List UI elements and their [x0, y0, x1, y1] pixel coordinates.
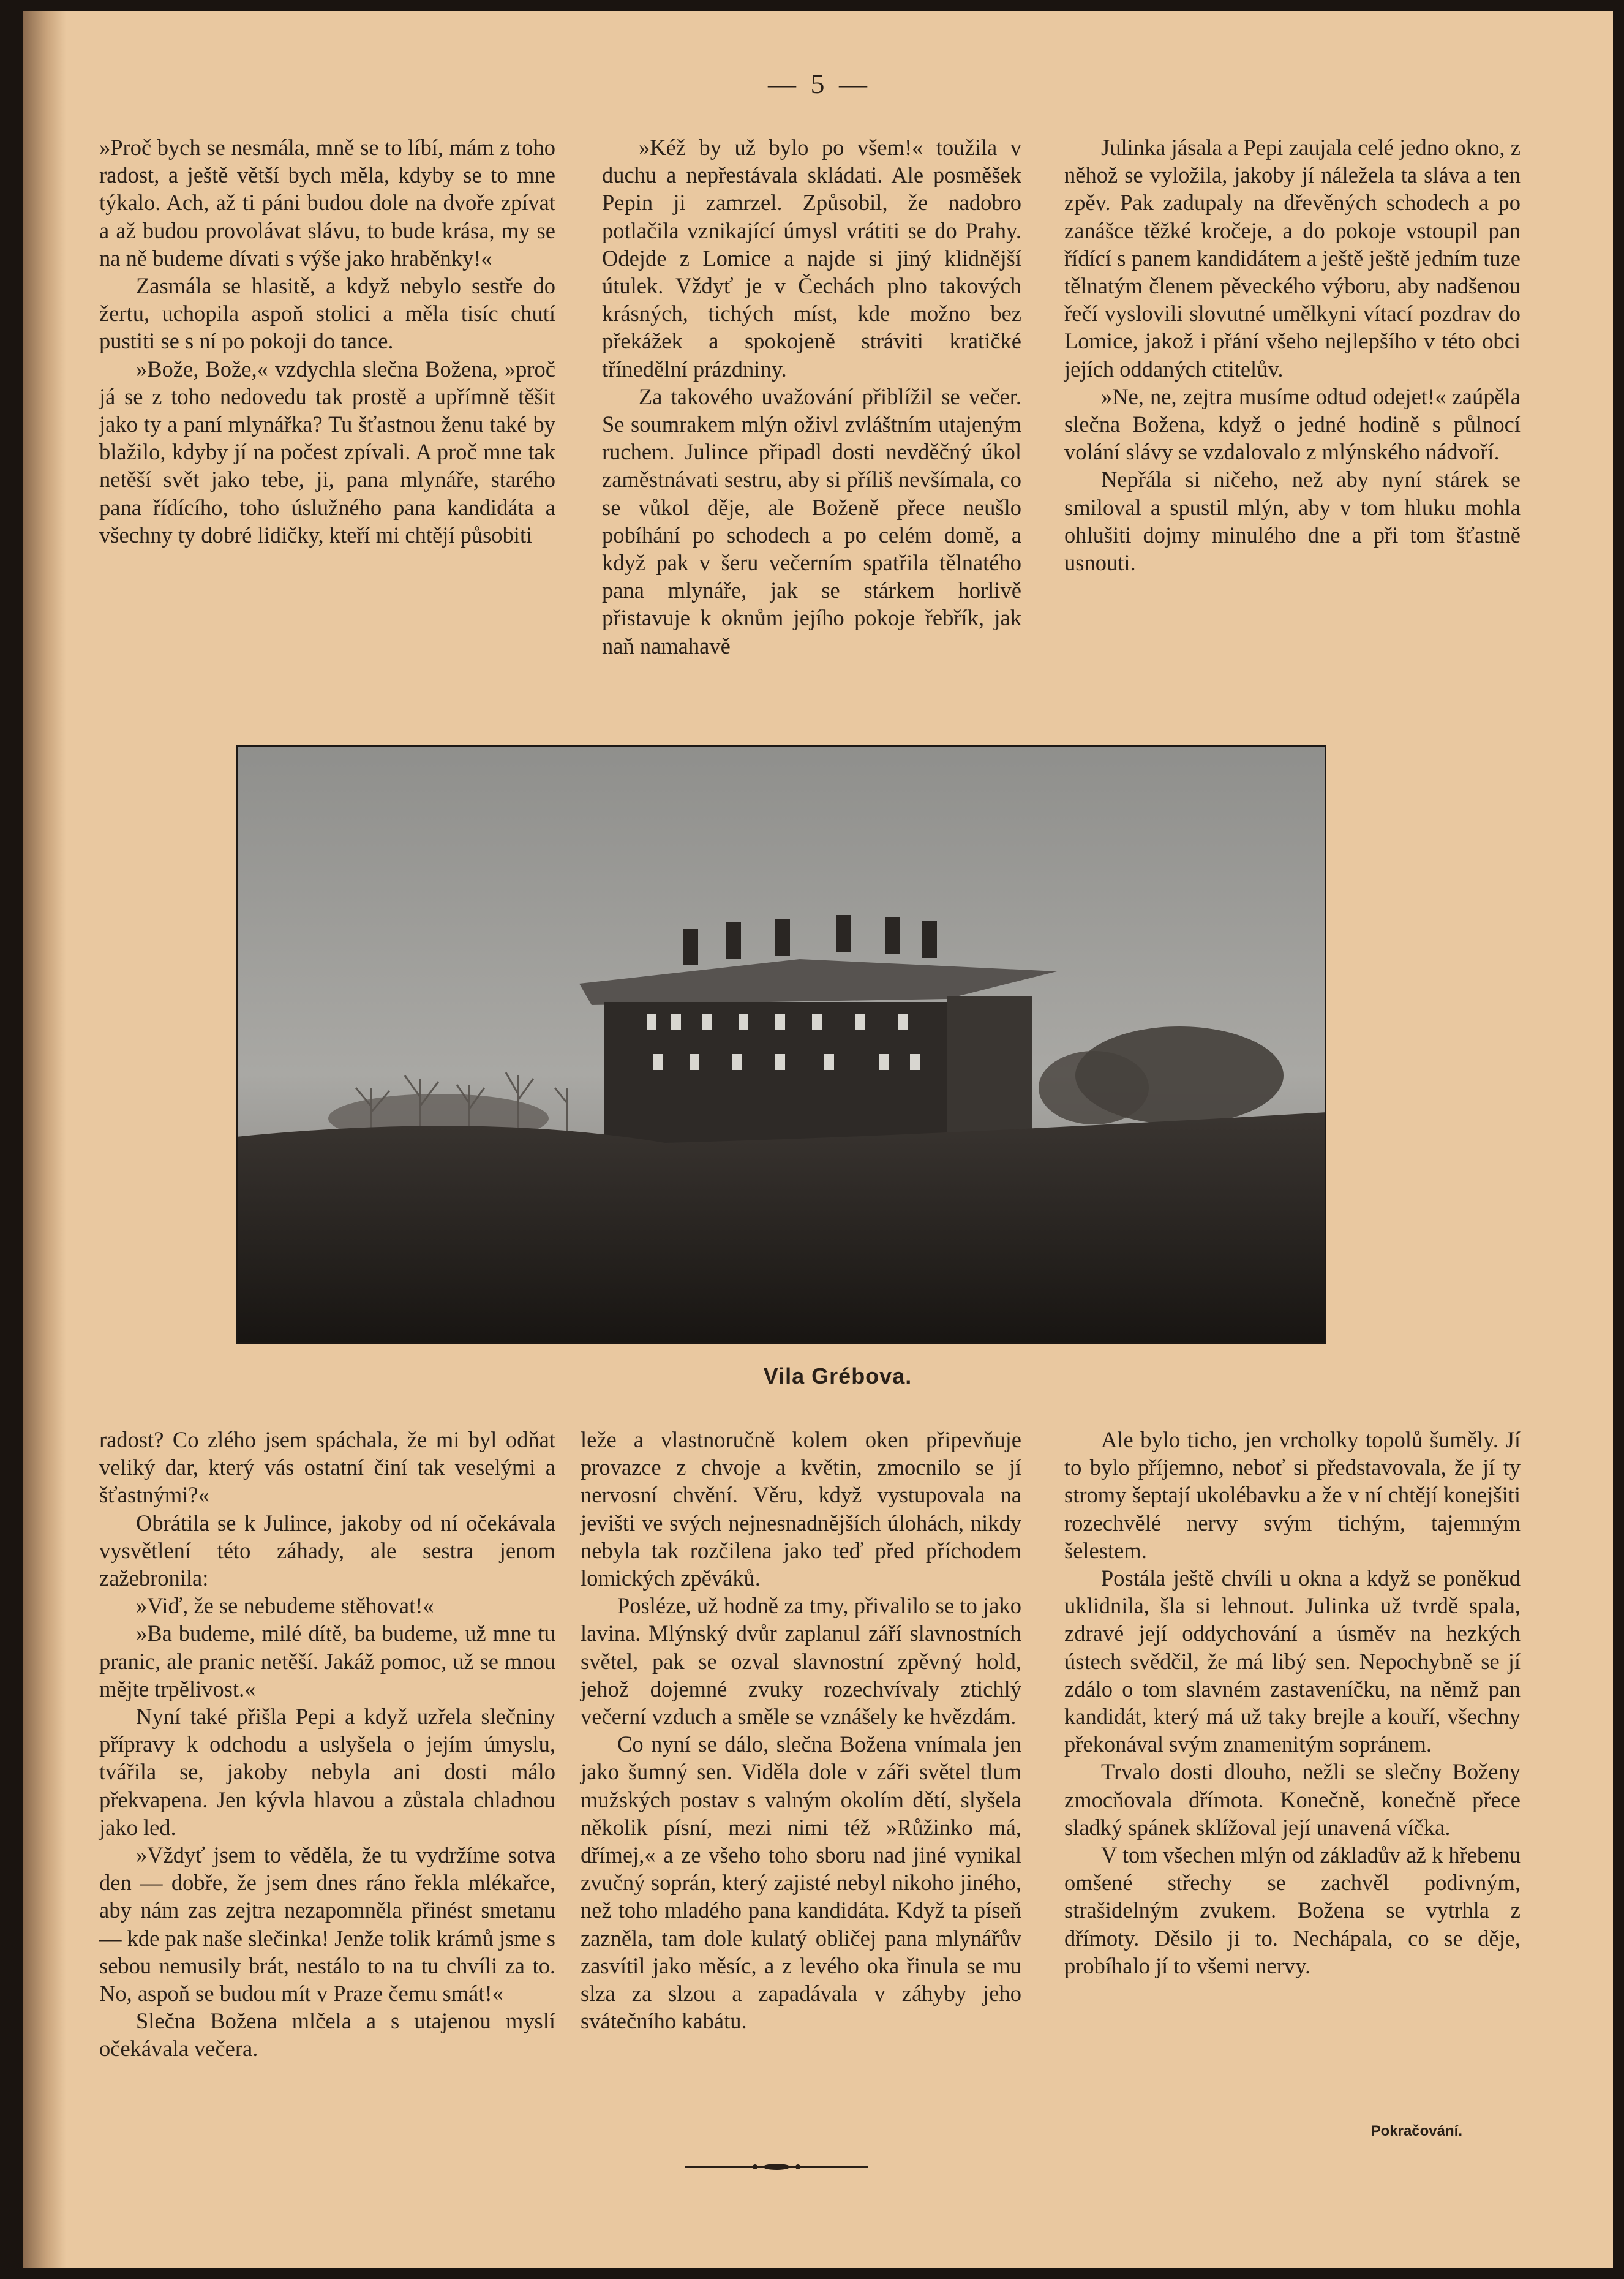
- paragraph: Postála ještě chvíli u okna a když se poněkud uklidnila, šla si lehnout. Julinka už tvrdě spala, zdravé její oddychování a úsměv na hezkých ústech svědčil, že má libý sen. Nepochybně se jí zdálo o tom slavném zastaveníčku, na němž pan kandidát, který má už taky brejle a kouří, všechny překonával svým znamenitým sopránem.: [1064, 1565, 1521, 1757]
- paragraph: Co nyní se dálo, slečna Božena vnímala jen jako šumný sen. Viděla dole v záři světel tlum mužských postav s valným okolím dětí, slyšela několik písní, mezi nimi též »Růžinko má, dřímej,« a ze všeho toho sboru nad jiné vynikal zvučný soprán, který zajisté nebyl nikoho jiného, než toho mladého pana kandidáta. Když ta píseň zazněla, tam dole kulatý obličej pana mlynářův zasvítil jako měsíc, a z levého oka řinula se mu slza za slzou a zapadávala v záhyby jeho svátečního kabátu.: [581, 1731, 1021, 2034]
- paragraph: leže a vlastnoručně kolem oken připevňuje provazce z chvoje a květin, zmocnilo se jí nervosní chvění. Věru, když vystupovala na jevišti ve svých nejnesnadnějších úlohách, nikdy nebyla tak rozčilena jako teď před příchodem lomických zpěváků.: [581, 1427, 1021, 1591]
- column-1-bottom: [99, 1426, 555, 2063]
- column-2-top: [602, 134, 1021, 660]
- paragraph: »Ba budeme, milé dítě, ba budeme, už mne tu pranic, ale pranic netěší. Jakáž pomoc, už se mnou mějte trpělivost.«: [99, 1621, 555, 1701]
- column-3-bottom: [1064, 1426, 1521, 1980]
- column-3-top: [1064, 134, 1521, 576]
- column-1-top: [99, 134, 555, 549]
- villa-photo-icon: [236, 745, 1326, 1344]
- paragraph: Julinka jásala a Pepi zaujala celé jedno okno, z něhož se vyložila, jakoby jí náležela ta sláva a ten zpěv. Pak zadupaly na dřevěných schodech a po zanášce těžké kročeje, a do pokoje vstoupil pan řídící s panem kandidátem a ještě ještě jedním tuze tělnatým členem pěveckého výboru, aby nadšenou řečí vyslovili slovutné umělkyni vítací pozdrav do Lomice, jakož i přání všeho nejlepšího v této obci jejích oddaných ctitelův.: [1064, 135, 1521, 382]
- paragraph: »Ne, ne, zejtra musíme odtud odejet!« zaúpěla slečna Božena, když o jedné hodině s půlnocí volání slávy se vzdalovalo z mlýnského nádvoří.: [1064, 383, 1521, 465]
- paragraph: »Kéž by už bylo po všem!« toužila v duchu a nepřestávala skládati. Ale posměšek Pepin ji zamrzel. Způsobil, že nadobro potlačila vznikající úmysl vrátiti se do Prahy. Odejde z Lomice a najde si jiný klidnější útulek. Vždyť je v Čechách plno takových krásných, tichých míst, kde možno bez překážek a spokojeně stráviti kratičké třínedělní prázdniny.: [602, 135, 1021, 382]
- paragraph: Nyní také přišla Pepi a když uzřela slečniny přípravy k odchodu a uslyšela o jejím úmyslu, tvářila se, jakoby nebyla ani dosti málo překvapena. Jen kývla hlavou a zůstala chladnou jako led.: [99, 1704, 555, 1840]
- paragraph: radost? Co zlého jsem spáchala, že mi byl odňat veliký dar, který vás ostatní činí tak veselými a šťastnými?«: [99, 1427, 555, 1508]
- paragraph: Ale bylo ticho, jen vrcholky topolů šuměly. Jí to bylo příjemno, neboť si představovala, že jí ty stromy šeptají ukolébavku a že v ní chtějí konejšiti rozechvělé nervy svým tichým, tajemným šelestem.: [1064, 1427, 1521, 1563]
- page-number: — 5 —: [768, 68, 871, 99]
- paragraph: V tom všechen mlýn od základův až k hřebenu omšené střechy se zachvěl podivným, strašidelným zvukem. Božena se vytrhla z dřímoty. Děsilo ji to. Nechápala, co se děje, probíhalo jí to všemi nervy.: [1064, 1842, 1521, 1978]
- photo-caption: Vila Grébova.: [763, 1363, 912, 1388]
- paragraph: Zasmála se hlasitě, a když nebylo sestře do žertu, uchopila aspoň stolici a měla tisíc chutí pustiti se s ní po pokoji do tance.: [99, 273, 555, 354]
- column-2-bottom: [581, 1426, 1021, 2035]
- paragraph: »Viď, že se nebudeme stěhovat!«: [136, 1593, 434, 1619]
- paragraph: Posléze, už hodně za tmy, přivalilo se to jako lavina. Mlýnský dvůr zaplanul září slavnostních světel, pak se ozval slavnostní zpěvný hold, jehož dojemné zvuky rozechvívaly ztichlý večerní vzduch a směle se vznášely ke hvězdám.: [581, 1593, 1021, 1730]
- paragraph: »Bože, Bože,« vzdychla slečna Božena, »proč já se z toho nedovedu tak prostě a upřímně těšit jako ty a paní mlynářka? Tu šťastnou ženu také by blažilo, kdyby jí na počest zpívali. A proč mne tak netěší svět jako tebe, ji, pana mlynáře, starého pana řídícího, toho úslužného pana kandidáta a všechny ty dobré lidičky, kteří mi chtějí působiti: [99, 356, 555, 548]
- paragraph: Za takového uvažování přiblížil se večer. Se soumrakem mlýn oživl zvláštním utajeným ruchem. Julince připadl dosti nevděčný úkol zaměstnávati sestru, aby si příliš nevšímala, co se vůkol děje, ale Boženě přece neušlo pobíhání po schodech a po celém domě, a když pak v šeru večerním spatřila tělnatého pana mlynáře, jak se stárkem horlivě přistavuje k oknům jejího pokoje řebřík, jak naň namahavě: [602, 383, 1021, 658]
- paragraph: Slečna Božena mlčela a s utajenou myslí očekávala večera.: [99, 2008, 555, 2062]
- paragraph: »Proč bych se nesmála, mně se to líbí, mám z toho radost, a ještě větší bych měla, kdyby se to mne týkalo. Ach, až ti páni budou dole na dvoře zpívat a až budou provolávat slávu, to bude krása, my se na ně budeme dívati s výše jako hraběnky!«: [99, 135, 555, 271]
- paragraph: Nepřála si ničeho, než aby nyní stárek se smiloval a spustil mlýn, aby v tom hluku mohla ohlušiti dojmy minulého dne a při tom šťastně usnouti.: [1064, 467, 1521, 576]
- page-binding-shadow: [23, 11, 66, 2268]
- ornament-divider-icon: [685, 2160, 868, 2174]
- continued-label: Pokračování.: [1370, 2123, 1462, 2139]
- paragraph: Trvalo dosti dlouho, nežli se slečny Boženy zmocňovala dřímota. Konečně, konečně přece sladký spánek sklížoval její unavená víčka.: [1064, 1759, 1521, 1840]
- villa-photo: [236, 745, 1326, 1344]
- paragraph: Obrátila se k Julince, jakoby od ní očekávala vysvětlení této záhady, ale sestra jenom zažebronila:: [99, 1510, 555, 1591]
- page: [23, 11, 1613, 2268]
- paragraph: »Vždyť jsem to věděla, že tu vydržíme sotva den — dobře, že jsem dnes ráno řekla mlékařce, aby nám zas zejtra nezapomněla přinést smetanu — kde pak naše slečinka! Jenže tolik krámů jsme s sebou nemusily brát, nestálo to na tu chvíli za to. No, aspoň se budou mít v Praze čemu smát!«: [99, 1842, 555, 2006]
